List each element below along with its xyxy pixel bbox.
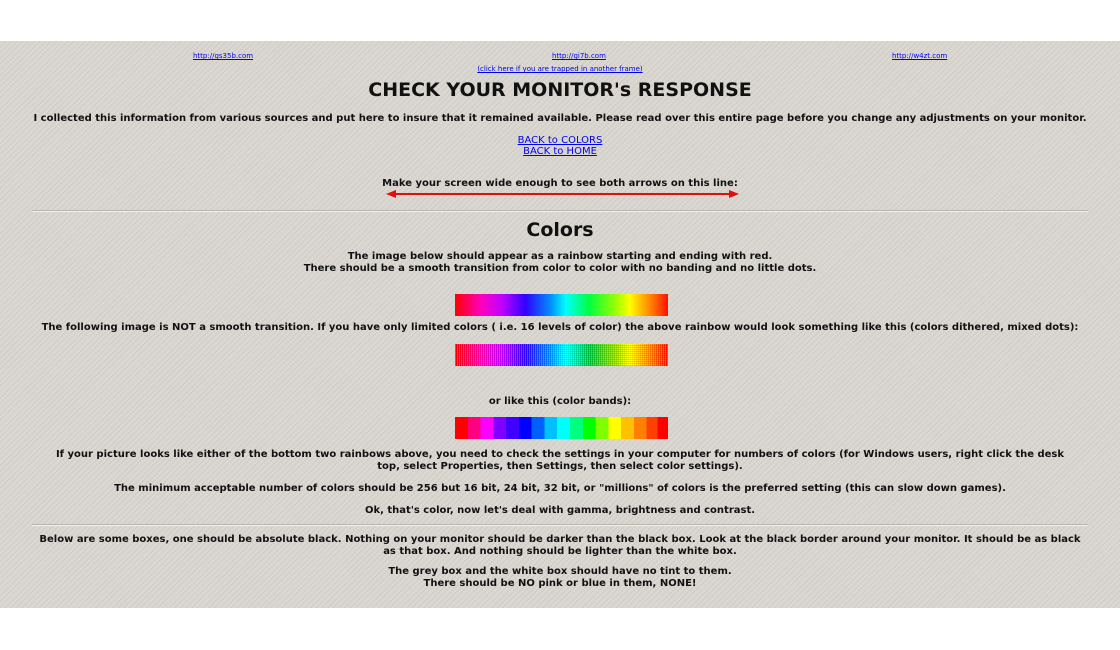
link-gi7b[interactable]: http://gi7b.com xyxy=(552,52,606,60)
minimum-colors-text: The minimum acceptable number of colors should be 256 but 16 bit, 24 bit, 32 bit, or "millions" of colors is the preferred setting (this can slow down games). xyxy=(114,483,1006,494)
color-bands-text: or like this (color bands): xyxy=(488,396,632,407)
rainbow-description xyxy=(0,251,1120,275)
check-settings-text: If your picture looks like either of the bottom two rainbows above, you need to check the settings in your computer for numbers of colors (for Windows users, right click the desk top, select Properties, then Settings, then select color settings). xyxy=(55,449,1065,472)
black-box-text: Below are some boxes, one should be absolute black. Nothing on your monitor should be darker than the black box. Look at the black border around your monitor. It should be as black as that box. And nothing should be lighter than the white box. xyxy=(39,534,1081,557)
dithered-rainbow-image xyxy=(455,344,668,366)
back-to-colors-link[interactable]: BACK to COLORS xyxy=(517,135,603,146)
tint-line2-none: NONE! xyxy=(659,578,697,589)
not-smooth-text: The following image is NOT a smooth transition. If you have only limited colors ( i.e. 16 levels of color) the above rainbow would look something like this (colors dithered, mixed dots): xyxy=(41,322,1079,333)
page-body xyxy=(0,41,1120,608)
right-arrow-icon xyxy=(729,190,739,198)
tint-text xyxy=(0,566,1120,590)
rainbow-desc-line1: The image below should appear as a rainbow starting and ending with red. xyxy=(347,251,773,262)
link-gs35b[interactable]: http://gs35b.com xyxy=(193,52,254,60)
tint-line2-middle: pink or blue in them, xyxy=(534,578,660,589)
back-to-home-link[interactable]: BACK to HOME xyxy=(523,146,597,157)
ok-color-text: Ok, that's color, now let's deal with gamma, brightness and contrast. xyxy=(364,505,756,516)
divider xyxy=(32,210,1088,212)
colors-heading: Colors xyxy=(526,219,594,241)
link-w4zt[interactable]: http://w4zt.com xyxy=(892,52,948,60)
divider xyxy=(32,524,1088,526)
tint-line2-no: NO xyxy=(517,578,535,589)
arrow-instruction: Make your screen wide enough to see both arrows on this line: xyxy=(382,178,738,189)
arrow-line xyxy=(394,193,732,195)
banded-rainbow-image xyxy=(455,417,668,439)
nav-links xyxy=(0,135,1120,157)
tint-line1: The grey box and the white box should have no tint to them. xyxy=(388,566,732,577)
page-title: CHECK YOUR MONITOR's RESPONSE xyxy=(368,79,752,101)
intro-text: I collected this information from various sources and put here to insure that it remained available. Please read over this entire page before you change any adjustments on your monitor. xyxy=(33,113,1087,124)
rainbow-desc-line2: There should be a smooth transition from color to color with no banding and no little dots. xyxy=(303,263,817,274)
smooth-rainbow-image xyxy=(455,294,668,316)
frame-escape-link[interactable]: (click here if you are trapped in another frame) xyxy=(477,65,643,73)
tint-line2-prefix: There should be xyxy=(423,578,518,589)
frame-escape-row xyxy=(0,65,1120,73)
